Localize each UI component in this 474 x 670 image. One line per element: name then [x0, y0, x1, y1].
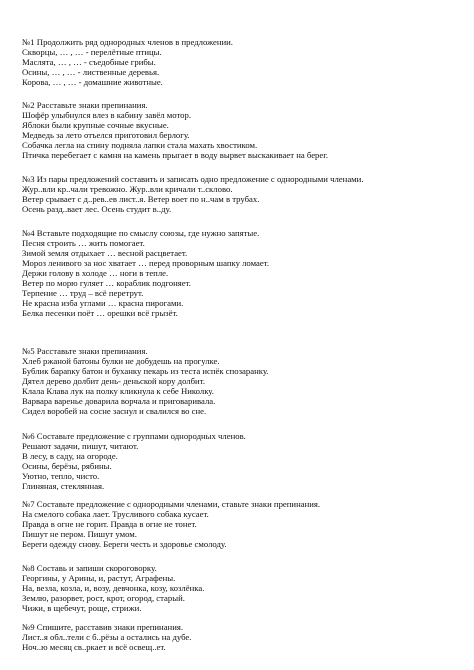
exercise-2-line: Птичка перебегает с камня на камень прыгает в воду вырвет выскакивает на берег. [22, 150, 329, 161]
exercise-8 [22, 563, 462, 613]
exercise-7-line: Пишут не пером. Пишут умом. [22, 529, 137, 540]
exercise-5-line: Варвара варенье доварила ворчала и приговаривала. [22, 396, 216, 407]
exercise-2 [22, 100, 462, 160]
exercise-6-line: Решают задачи, пишут, читают. [22, 441, 139, 452]
exercise-2-line: Шофёр улыбнулся влез в кабину завёл мотор. [22, 110, 191, 121]
exercise-4-line: Мороз ленивого за нос хватает … перед проворным шапку ломает. [22, 258, 270, 269]
exercise-5-line: Дятел дерево долбит день- деньской кору долбит. [22, 376, 206, 387]
exercise-8-line: Землю, разорвет, рост, крот, огород, старый. [22, 593, 185, 604]
exercise-6-line: Уютно, тепло, чисто. [22, 471, 100, 482]
exercise-3 [22, 174, 462, 214]
exercise-2-line: Собачка легла на спину подняла лапки стала махать хвостиком. [22, 140, 258, 151]
exercise-4-line: Ветер по морю гуляет … кораблик подгоняет. [22, 278, 191, 289]
exercise-5-line: Сидел воробей на сосне заснул и свалился во сне. [22, 406, 207, 417]
exercise-4 [22, 228, 462, 318]
exercise-4-line: Не красна изба углами … красна пирогами. [22, 298, 184, 309]
exercise-1-line: Маслята, … , … - съедобные грибы. [22, 57, 156, 68]
exercise-1-line: Осины, … , … - лиственные деревья. [22, 67, 160, 78]
exercise-3-line: Осень разд..вает лес. Осень студит в..ду. [22, 204, 172, 215]
exercise-6-line: В лесу, в саду, на огороде. [22, 451, 118, 462]
exercise-8-line: На, везла, козла, и, возу, девчонка, козу, козлёнка. [22, 583, 205, 594]
exercise-4-line: Белка песенки поёт … орешки всё грызёт. [22, 308, 178, 319]
exercise-5-title: №5 Расставьте знаки препинания. [22, 346, 148, 356]
exercise-4-line: Терпение … труд – всё перетрут. [22, 288, 144, 299]
exercise-9-line: Ноч..ю месяц св..ркает и всё освещ..ет. [22, 642, 166, 653]
exercise-4-line: Зимой земля отдыхает … весной расцветает. [22, 248, 188, 259]
exercise-1 [22, 37, 462, 87]
exercise-3-line: Ветер срывает с д..рев..ев лист..я. Ветер воет по н..чам в трубах. [22, 194, 260, 205]
exercise-7-title: №7 Составьте предложение с однородными членами, ставьте знаки препинания. [22, 499, 321, 509]
exercise-9 [22, 622, 462, 652]
exercise-9-title: №9 Спишите, расставив знаки препинания. [22, 622, 184, 632]
exercise-2-title: №2 Расставьте знаки препинания. [22, 100, 148, 110]
exercise-8-line: Чижи, в щебечут, роще, стрижи. [22, 603, 142, 614]
exercise-1-line: Корова, … , … - домашние животные. [22, 77, 163, 88]
exercise-5-line: Бублик бараnку батон и буханку пекарь из теста испёк спозаранку. [22, 366, 269, 377]
exercise-1-title: №1 Продолжить ряд однородных членов в предложении. [22, 37, 233, 47]
exercise-4-title: №4 Вставьте подходящие по смыслу союзы, где нужно запятые. [22, 228, 260, 238]
exercise-8-title: №8 Составь и запиши скороговорку. [22, 563, 157, 573]
exercise-4-line: Песня строить … жить помогает. [22, 238, 145, 249]
exercise-6-title: №6 Составьте предложение с группами однородных членов. [22, 431, 246, 441]
exercise-9-line: Лист..я обл..тели с б..рёзы а остались на дубе. [22, 632, 192, 643]
exercise-3-line: Жур..вли кр..чали тревожно. Жур..вли кричали т..склово. [22, 184, 233, 195]
exercise-7-line: Правда в огне не горит. Правда в огне не тонет. [22, 519, 197, 530]
exercise-5-line: Клала Клава лук на полку кликнула к себе Николку. [22, 386, 214, 397]
exercise-7 [22, 499, 462, 549]
exercise-2-line: Медведь за лето отъелся приготовил берлогу. [22, 130, 190, 141]
exercise-8-line: Георгины, у Арины, и, растут, Аграфены. [22, 573, 176, 584]
exercise-6-line: Глиняная, стеклянная. [22, 481, 105, 492]
exercise-5-line: Хлеб ржаной батоны булки не добудешь на прогулке. [22, 356, 220, 367]
exercise-7-line: На смелого собака лает. Трусливого собака кусает. [22, 509, 209, 520]
exercise-4-line: Держи голову в холоде … ноги в тепле. [22, 268, 169, 279]
exercise-7-line: Береги одежду снову. Береги честь и здоровье смолоду. [22, 539, 227, 550]
exercise-1-line: Скворцы, … , … - перелётные птицы. [22, 47, 162, 58]
exercise-2-line: Яблоки были крупные сочные вкусные. [22, 120, 169, 131]
exercise-6 [22, 431, 462, 491]
exercise-6-line: Осины, берёзы, рябины. [22, 461, 112, 472]
exercise-3-title: №3 Из пары предложений составить и записать одно предложение с однородными членами. [22, 174, 364, 184]
exercise-5 [22, 346, 462, 416]
